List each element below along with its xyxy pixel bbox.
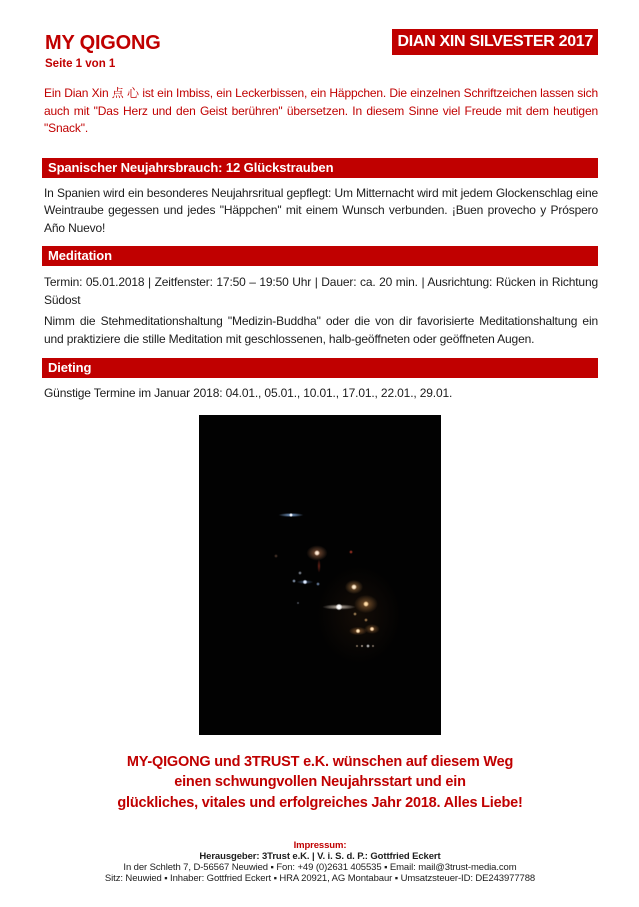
greeting-line: MY-QIGONG und 3TRUST e.K. wünschen auf diesem Weg — [126, 753, 514, 770]
header-left — [42, 33, 161, 70]
edition-badge: DIAN XIN SILVESTER 2017 — [392, 29, 598, 55]
spanish-custom-paragraph: In Spanien wird ein besonderes Neujahrsritual gepflegt: Um Mitternacht wird mit jedem Glockenschlag eine Weintraube gegessen und jedes "Häppchen" mit einem Wunsch verbunden. ¡Buen provecho y Próspero Año Nuevo! — [44, 185, 598, 235]
page-header — [42, 33, 598, 70]
imprint-title: Impressum: — [293, 840, 347, 851]
meditation-schedule: Termin: 05.01.2018 | Zeitfenster: 17:50 – 19:50 Uhr | Dauer: ca. 20 min. | Ausrichtung: Rücken in Richtung Südost — [44, 275, 598, 307]
section-header-dieting: Dieting — [42, 358, 598, 378]
greeting-line: glückliches, vitales und erfolgreiches Jahr 2018. Alles Liebe! — [117, 794, 523, 811]
greeting-message — [42, 752, 598, 814]
section-header-meditation: Meditation — [42, 246, 598, 266]
dieting-dates: Günstige Termine im Januar 2018: 04.01., 05.01., 10.01., 17.01., 22.01., 29.01. — [44, 386, 453, 400]
page-number: Seite 1 von 1 — [45, 58, 116, 70]
greeting-line: einen schwungvollen Neujahrsstart und ein — [174, 774, 466, 790]
fireworks-night-photo — [199, 415, 441, 735]
page-title: MY QIGONG — [45, 32, 161, 54]
imprint-legal-line: Sitz: Neuwied ▪ Inhaber: Gottfried Eckert ▪ HRA 20921, AG Montabaur ▪ Umsatzsteuer-ID: DE243977788 — [104, 873, 536, 884]
imprint-footer — [42, 840, 598, 884]
section-header-spanischer-neujahrsbrauch: Spanischer Neujahrsbrauch: 12 Glückstrauben — [42, 158, 598, 178]
imprint-publisher-line: Herausgeber: 3Trust e.K. | V. i. S. d. P.: Gottfried Eckert — [199, 851, 441, 862]
imprint-address-line: In der Schleth 7, D-56567 Neuwied ▪ Fon: +49 (0)2631 405535 ▪ Email: mail@3trust-media.com — [123, 862, 517, 873]
meditation-instructions: Nimm die Stehmeditationshaltung "Medizin-Buddha" oder die von dir favorisierte Meditationshaltung ein und praktiziere die stille Meditation mit geschlossenen, halb-geöffneten oder geöffneten Augen. — [44, 314, 598, 346]
intro-paragraph: Ein Dian Xin 点 心 ist ein Imbiss, ein Leckerbissen, ein Häppchen. Die einzelnen Schriftzeichen lassen sich auch mit "Das Herz und den Geist berühren" übersetzen. In diesem Sinne viel Freude mit dem heutigen "Snack". — [44, 86, 598, 135]
